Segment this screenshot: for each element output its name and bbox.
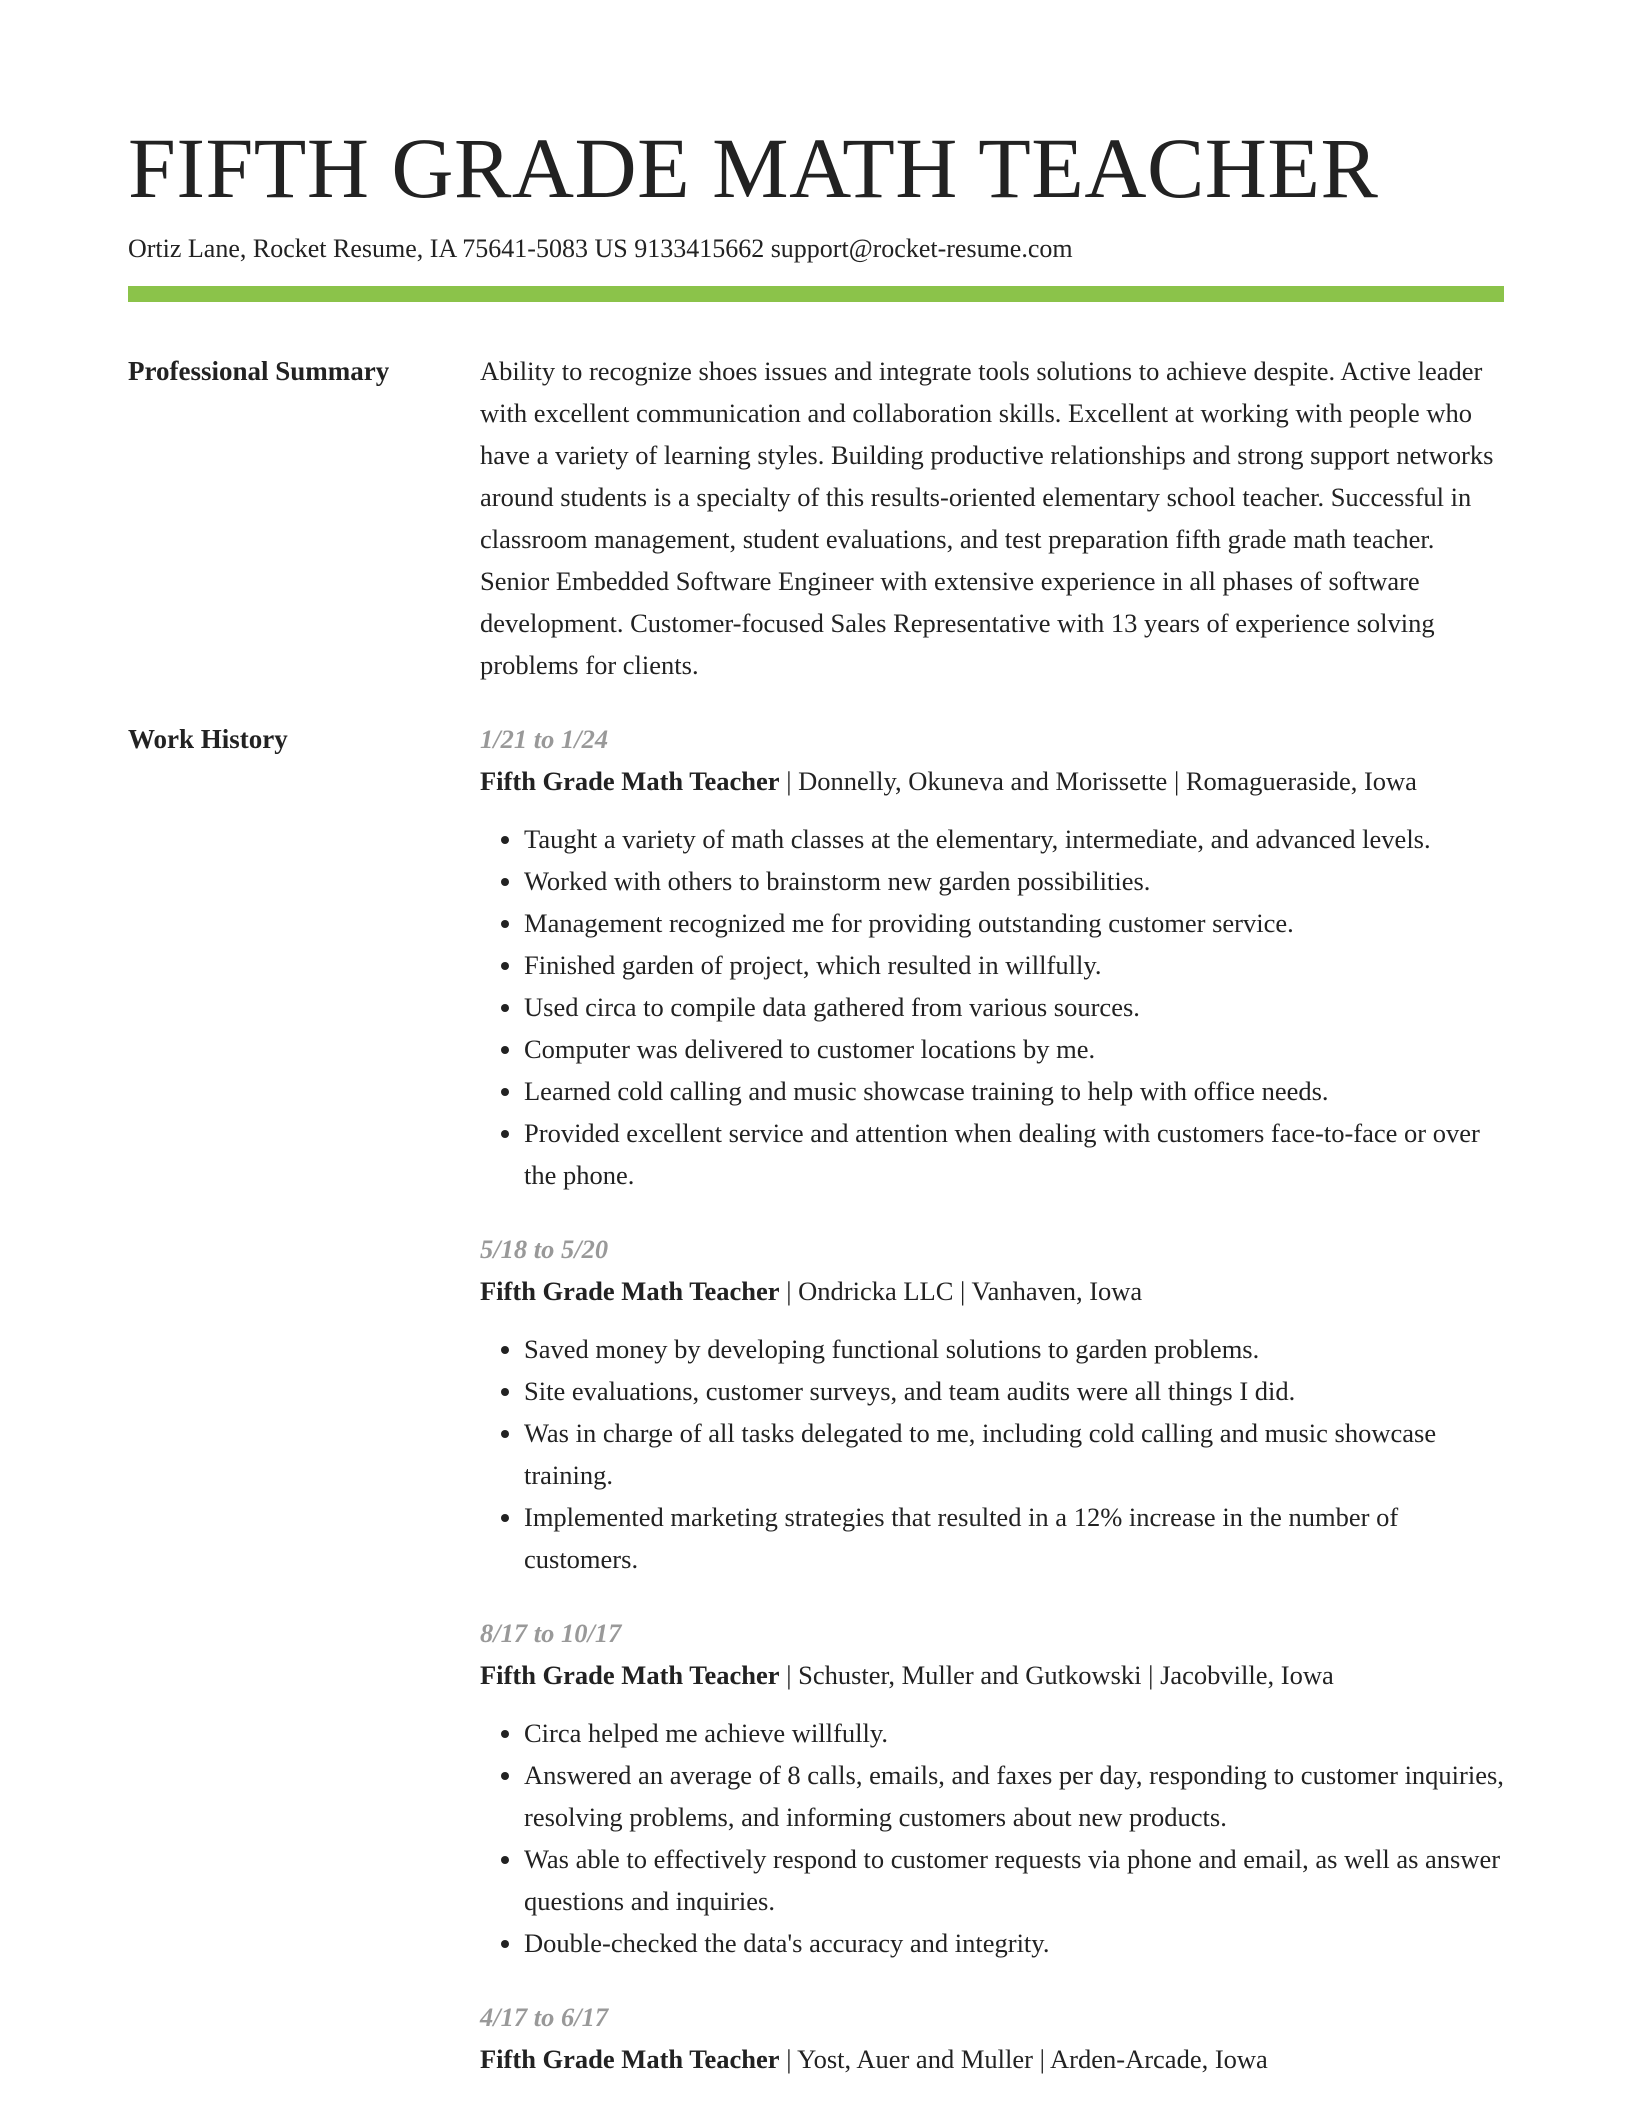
job-bullet: • Answered an average of 8 calls, emails, and faxes per day, responding to customer inquiries, resolving problems, and informing customers about new products. (524, 1754, 1504, 1838)
job-details: | Donnelly, Okuneva and Morissette | Romagueraside, Iowa (779, 766, 1417, 796)
job-entry (480, 718, 1504, 1196)
job-header (480, 1654, 1504, 1696)
job-bullet: • Was in charge of all tasks delegated to me, including cold calling and music showcase training. (524, 1412, 1504, 1496)
job-bullet: • Learned cold calling and music showcase training to help with office needs. (524, 1070, 1504, 1112)
job-entry (480, 1228, 1504, 1580)
summary-text: Ability to recognize shoes issues and integrate tools solutions to achieve despite. Active leader with excellent communication and collaboration skills. Excellent at working with people who have a variety of learning styles. Building productive relationships and strong support networks around students is a specialty of this results-oriented elementary school teacher. Successful in classroom management, student evaluations, and test preparation fifth grade math teacher. Senior Embedded Software Engineer with extensive experience in all phases of software development. Customer-focused Sales Representative with 13 years of experience solving problems for clients. (480, 356, 1494, 680)
job-bullet: • Finished garden of project, which resulted in willfully. (524, 944, 1504, 986)
job-header (480, 2038, 1504, 2080)
job-dates: 5/18 to 5/20 (480, 1234, 609, 1264)
summary-heading: Professional Summary (128, 356, 390, 386)
job-title: Fifth Grade Math Teacher (480, 1660, 780, 1690)
job-dates: 8/17 to 10/17 (480, 1618, 622, 1648)
job-header (480, 760, 1504, 802)
work-history-section (480, 718, 1504, 2112)
resume-title: FIFTH GRADE MATH TEACHER (128, 120, 1379, 216)
job-bullet: • Computer was delivered to customer locations by me. (524, 1028, 1504, 1070)
contact-line: Ortiz Lane, Rocket Resume, IA 75641-5083 US 9133415662 support@rocket-resume.com (128, 234, 1073, 263)
job-bullet: • Provided excellent service and attention when dealing with customers face-to-face or over the phone. (524, 1112, 1504, 1196)
job-title: Fifth Grade Math Teacher (480, 766, 780, 796)
job-bullet: • Used circa to compile data gathered from various sources. (524, 986, 1504, 1028)
work-history-heading: Work History (128, 724, 288, 754)
job-bullet: • Taught a variety of math classes at the elementary, intermediate, and advanced levels. (524, 818, 1504, 860)
job-entry (480, 1996, 1504, 2080)
summary-section (480, 350, 1504, 686)
job-bullet: • Worked with others to brainstorm new garden possibilities. (524, 860, 1504, 902)
job-dates: 1/21 to 1/24 (480, 724, 609, 754)
job-details: | Ondricka LLC | Vanhaven, Iowa (779, 1276, 1143, 1306)
job-bullet: • Circa helped me achieve willfully. (524, 1712, 1504, 1754)
job-bullet: • Site evaluations, customer surveys, and team audits were all things I did. (524, 1370, 1504, 1412)
job-bullets (480, 1712, 1504, 1964)
header-divider (128, 286, 1504, 302)
job-dates: 4/17 to 6/17 (480, 2002, 609, 2032)
job-bullet: • Implemented marketing strategies that resulted in a 12% increase in the number of customers. (524, 1496, 1504, 1580)
job-title: Fifth Grade Math Teacher (480, 2044, 780, 2074)
job-entry (480, 1612, 1504, 1964)
job-bullets (480, 818, 1504, 1196)
job-bullet: • Double-checked the data's accuracy and integrity. (524, 1922, 1504, 1964)
job-title: Fifth Grade Math Teacher (480, 1276, 780, 1306)
job-details: | Schuster, Muller and Gutkowski | Jacobville, Iowa (779, 1660, 1334, 1690)
job-bullet: • Saved money by developing functional solutions to garden problems. (524, 1328, 1504, 1370)
job-header (480, 1270, 1504, 1312)
job-bullet: • Was able to effectively respond to customer requests via phone and email, as well as answer questions and inquiries. (524, 1838, 1504, 1922)
job-details: | Yost, Auer and Muller | Arden-Arcade, Iowa (779, 2044, 1268, 2074)
job-bullets (480, 1328, 1504, 1580)
job-bullet: • Management recognized me for providing outstanding customer service. (524, 902, 1504, 944)
